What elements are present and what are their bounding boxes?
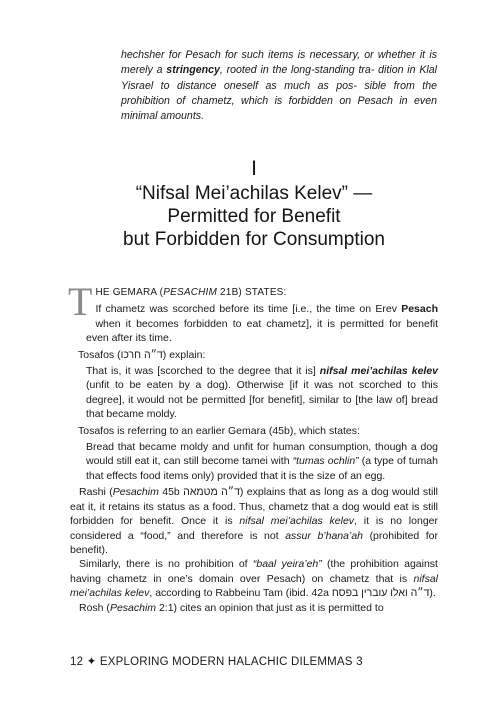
quote-text: (unfit to be eaten by a dog). Otherwise [if it was not scorched to this degree], it would not be permitted [for benefit], similar to [the law of] bread that became moldy. [86, 379, 438, 421]
quote-text: That is, it was [scorched to the degree that it is] [86, 365, 320, 378]
chapter-heading [70, 156, 438, 251]
para-italic: nifsal mei’achilas kelev [70, 572, 438, 600]
quote-text: If chametz was scorched before its time [i.e., the time on Erev [95, 303, 402, 316]
lead-in [95, 287, 286, 298]
intro-paragraph [121, 48, 437, 124]
chapter-title-line: Permitted for Benefit [167, 206, 341, 227]
para-italic: nifsal mei’achilas kelev [239, 515, 355, 528]
para-text: Rosh ( [79, 601, 110, 614]
para-italic: Pesachim [109, 601, 157, 614]
block-quote [86, 440, 438, 483]
para-text: , it is no longer considered a “food,” and therefore is not [70, 515, 438, 542]
para-text: 45b ד״ה מטמאה) explains that as long as a dog would still eat it, it retains its status as a food. Thus, chametz that a dog would eat is still forbidden for benefit. Once it is [70, 486, 438, 528]
drop-cap: T [68, 279, 93, 324]
paragraph [70, 557, 438, 600]
chapter-title [70, 182, 438, 251]
intro-emphasis: stringency [166, 64, 220, 77]
chapter-title-line: but Forbidden for Consumption [123, 229, 385, 250]
paragraph [70, 485, 438, 557]
paragraph [70, 601, 438, 615]
quote-bold: Pesach [401, 303, 438, 316]
separator-icon: ✦ [86, 656, 97, 668]
page-footer [70, 654, 438, 668]
para-text: Rashi ( [79, 486, 113, 499]
block-quote [86, 364, 438, 422]
quote-text: when it becomes forbidden to eat chametz], it is permitted for benefit even after its time. [86, 317, 438, 345]
intro-line: on Pesach in even minimal amounts. [121, 94, 437, 123]
lead-text: HE GEMARA ( [95, 287, 164, 298]
citation-line: Tosafos is referring to an earlier Gemara (45b), which states: [78, 424, 360, 437]
intro-line: it is merely a [121, 49, 438, 77]
quote-italic: “tumas ochlin” [292, 455, 359, 468]
intro-line: sible from the prohibition of chametz, which is forbidden [121, 79, 437, 107]
para-text: 2:1) cites an opinion that just as it is permitted to [156, 601, 384, 614]
quote-bold-italic: nifsal mei’achilas kelev [319, 365, 439, 378]
chapter-number: I [251, 157, 257, 180]
citation-line: Tosafos (ד״ה חרכו) explain: [78, 348, 206, 361]
body-text [68, 279, 439, 615]
running-title: EXPLORING MODERN HALACHIC DILEMMAS 3 [99, 656, 363, 668]
para-italic: “baal yeira’eh” [252, 558, 322, 571]
para-text: (the prohibition against having chametz in one’s domain over Pesach) on chametz that is [70, 558, 438, 585]
intro-line: hechsher for Pesach for such items is necessary, or whether [121, 49, 416, 61]
para-italic: assur b’hana’ah [285, 529, 363, 542]
para-text: , according to Rabbeinu Tam (ibid. 42a ד״ה ואלו עוברין בפסח). [149, 587, 436, 600]
page-number: 12 [70, 656, 84, 668]
para-italic: Pesachim [112, 486, 159, 499]
block-quote [86, 302, 438, 345]
lead-italic: PESACHIM [163, 287, 218, 298]
quote-text: (a type of tumah that effects food items only) provided that it is the size of an egg. [86, 455, 438, 482]
lead-text-end: 21B) STATES: [217, 287, 287, 298]
para-text: (prohibited for benefit). [70, 529, 438, 556]
intro-line: , rooted in the long-standing tra- [219, 64, 375, 77]
para-text: Similarly, there is no prohibition of [79, 558, 253, 571]
intro-line: dition in Klal Yisrael to distance oneself as much as pos- [121, 64, 437, 92]
chapter-title-line: “Nifsal Mei’achilas Kelev” — [135, 183, 373, 204]
quote-text: Bread that became moldy and unfit for human consumption, though a dog would still eat it, can still become tamei with [86, 441, 438, 468]
